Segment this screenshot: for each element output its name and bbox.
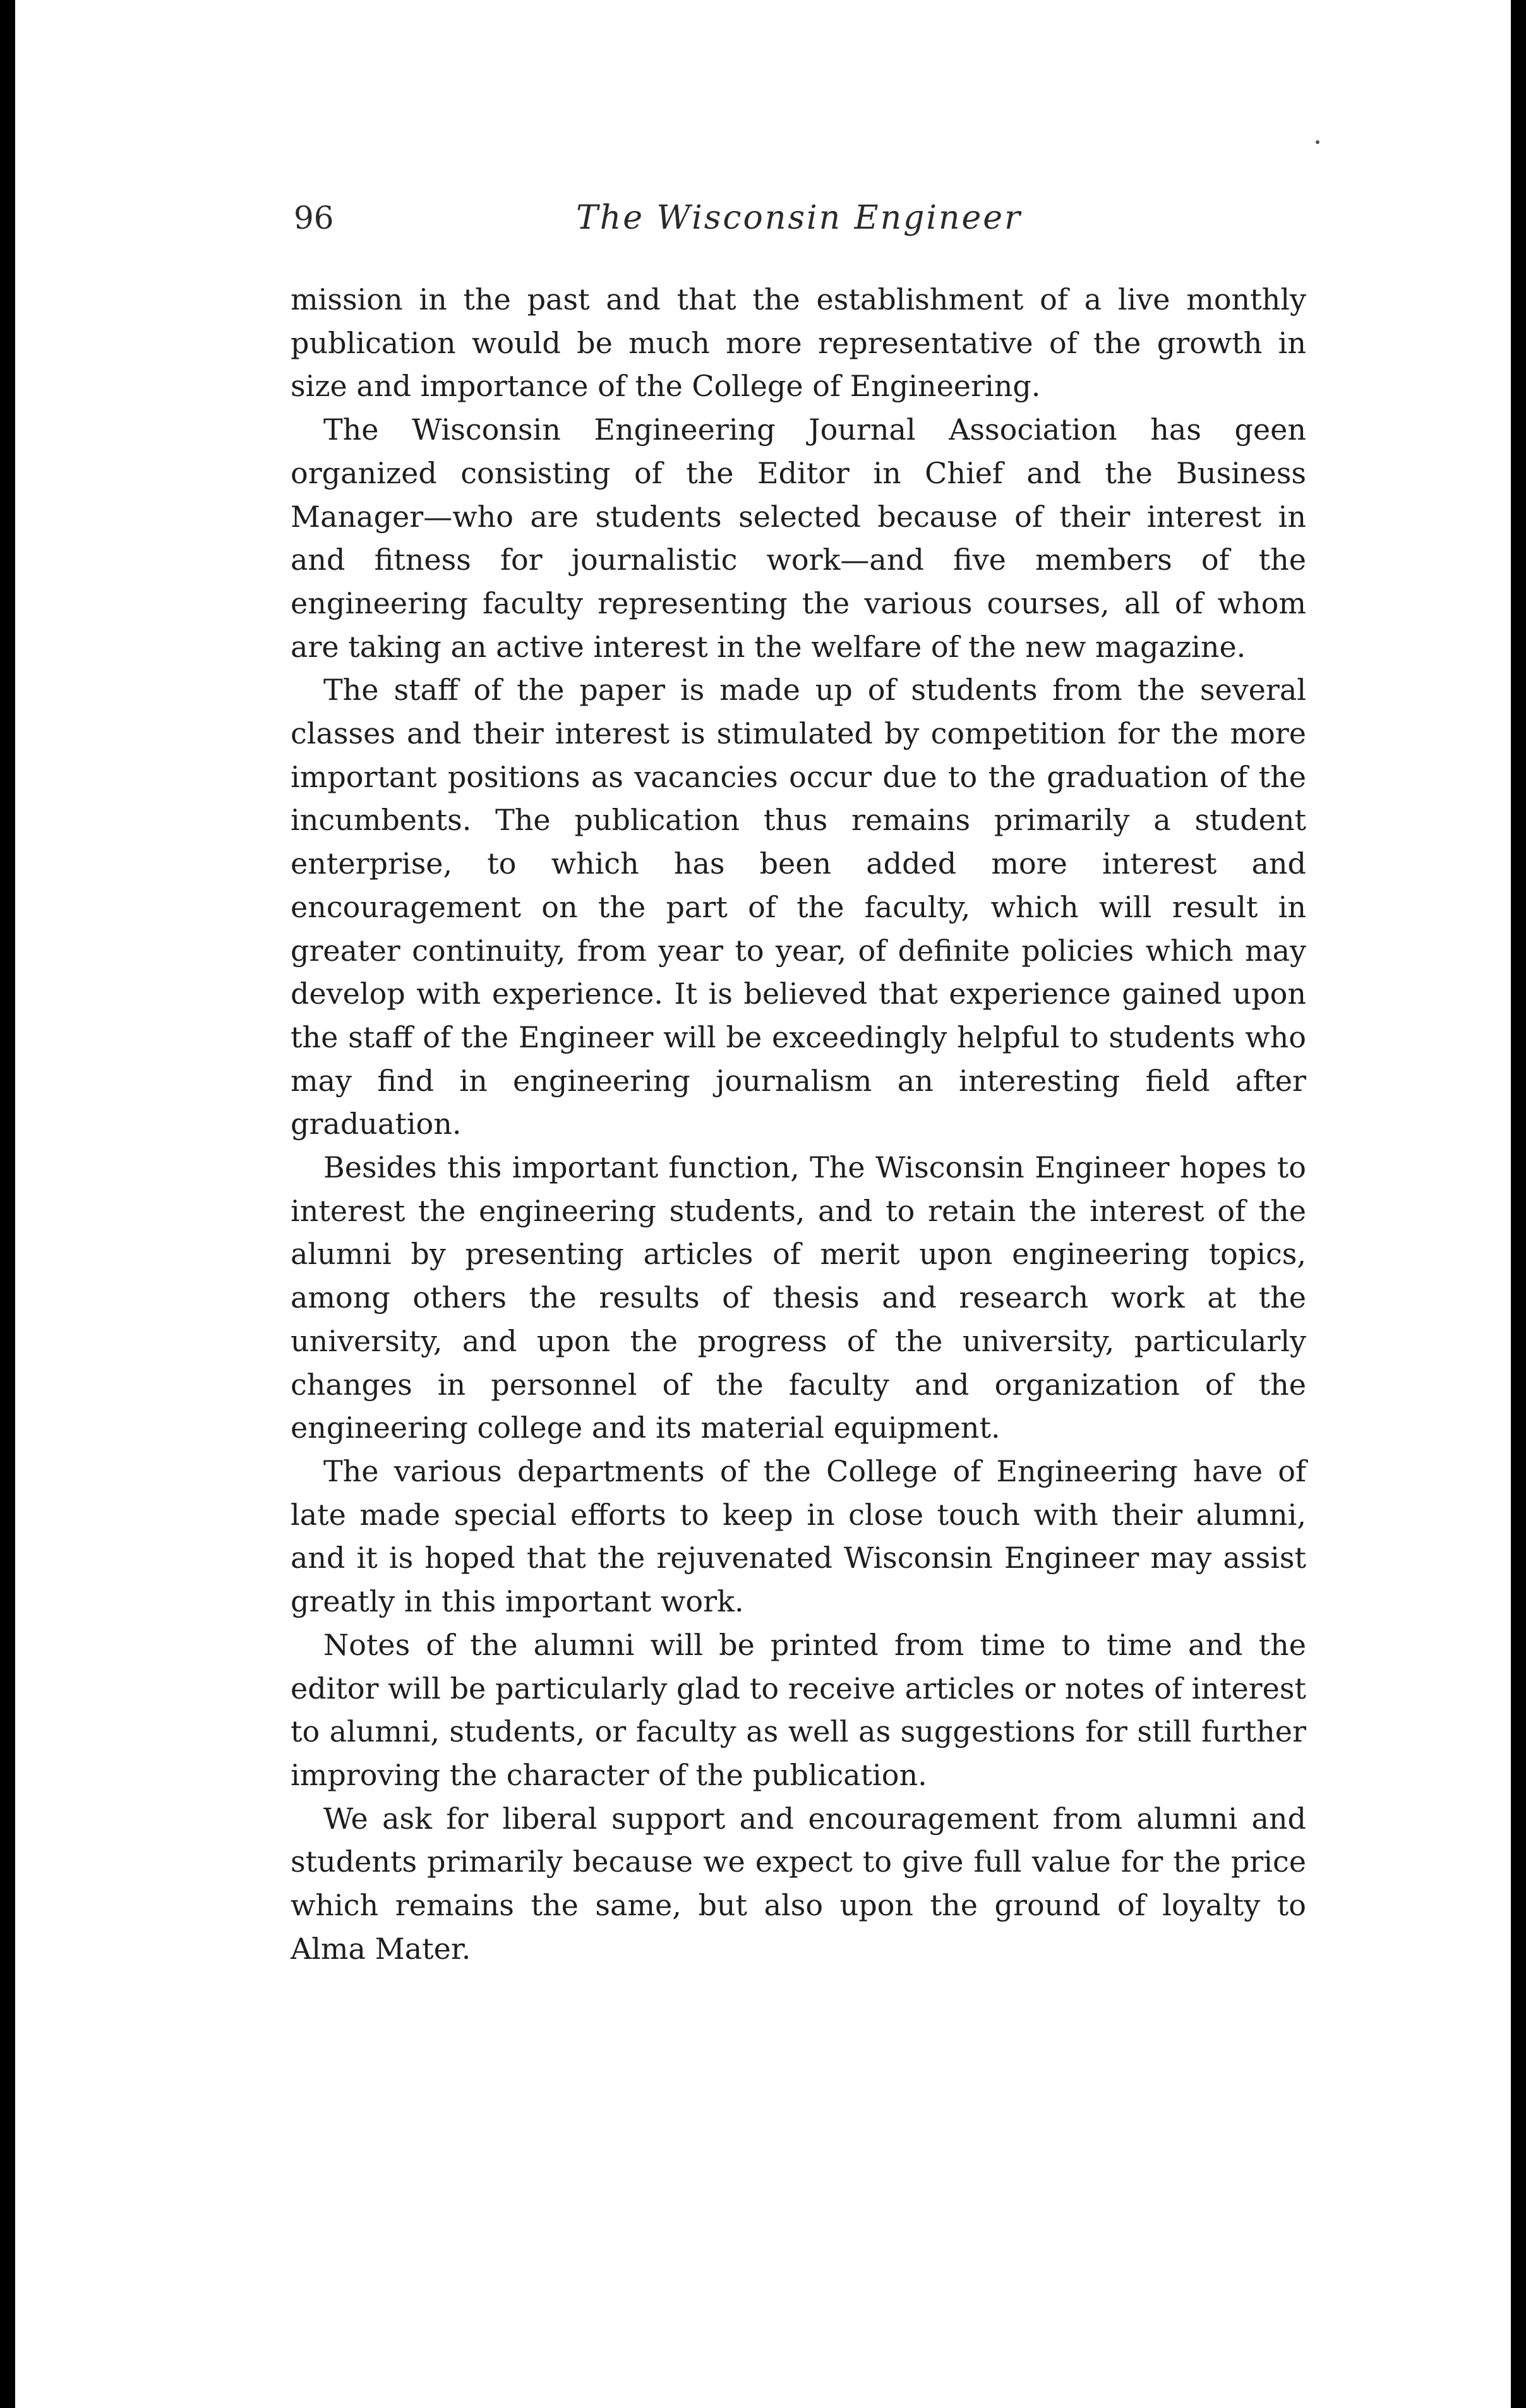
page-number: 96 xyxy=(294,200,334,236)
article-body xyxy=(291,278,1306,1970)
paragraph-continued: mission in the past and that the establishment of a live monthly publication would be much more representative of the growth in size and importance of the College of Engineering. xyxy=(291,282,1306,404)
paragraph: Besides this important function, The Wisconsin Engineer hopes to interest the engineering students, and to retain the interest of the alumni by presenting articles of merit upon engineering topics, among others the results of thesis and research work at the university, and upon the progress of the university, particularly changes in personnel of the faculty and organization of the engineering college and its material equipment. xyxy=(291,1150,1306,1445)
paragraph: The staff of the paper is made up of students from the several classes and their interest is stimulated by competition for the more important positions as vacancies occur due to the graduation of the incumbents. The publication thus remains primarily a student enterprise, to which has been added more interest and encouragement on the part of the faculty, which will result in greater continuity, from year to year, of definite policies which may develop with experience. It is believed that experience gained upon the staff of the Engineer will be exceedingly helpful to students who may find in engineering journalism an interesting field after graduation. xyxy=(291,673,1306,1141)
paragraph: The various departments of the College of Engineering have of late made special efforts to keep in close touch with their alumni, and it is hoped that the rejuvenated Wisconsin Engineer may assist greatly in this important work. xyxy=(291,1454,1306,1619)
paragraph: We ask for liberal support and encouragement from alumni and students primarily because we expect to give full value for the price which remains the same, but also upon the ground of loyalty to Alma Mater. xyxy=(291,1801,1306,1966)
running-title: The Wisconsin Engineer xyxy=(576,199,1022,237)
scan-border-right xyxy=(1511,0,1526,2408)
paragraph: The Wisconsin Engineering Journal Association has geen organized consisting of the Editor in Chief and the Business Manager—who are students selected because of their interest in and fitness for journalistic work—and five members of the engineering faculty representing the various courses, all of whom are taking an active interest in the welfare of the new magazine. xyxy=(291,412,1306,664)
page-header xyxy=(294,190,1304,246)
scan-speck xyxy=(1316,140,1319,144)
paragraph: Notes of the alumni will be printed from time to time and the editor will be particularly glad to receive articles or notes of interest to alumni, students, or faculty as well as suggestions for still further improving the character of the publication. xyxy=(291,1627,1306,1792)
scan-border-left xyxy=(0,0,15,2408)
